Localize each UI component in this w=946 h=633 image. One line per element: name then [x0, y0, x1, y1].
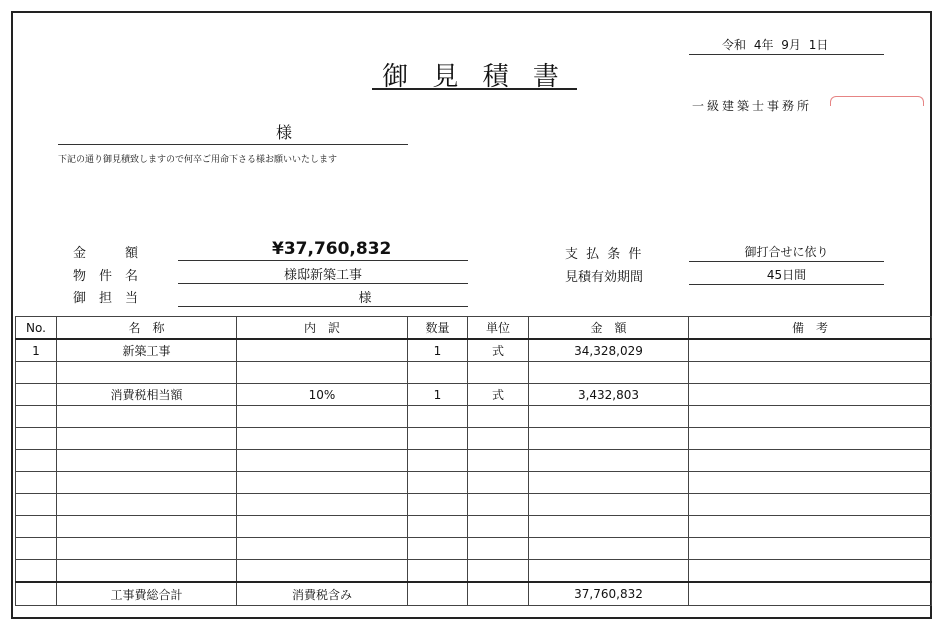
header-remarks: 備 考: [689, 317, 932, 340]
cell-name: [57, 472, 237, 494]
total-cell-remarks: [689, 582, 932, 606]
cell-amount: [529, 560, 689, 583]
cell-quantity: [408, 450, 468, 472]
cell-unit: [468, 538, 529, 560]
cell-no: [16, 384, 57, 406]
cell-amount: [529, 428, 689, 450]
validity-underline: [689, 284, 884, 285]
cell-name: [57, 560, 237, 583]
cell-unit: 式: [468, 384, 529, 406]
cell-name: [57, 516, 237, 538]
table-row: [16, 538, 932, 560]
table-row: [16, 428, 932, 450]
cell-remarks: [689, 406, 932, 428]
cell-unit: [468, 472, 529, 494]
amount-value: ¥37,760,832: [272, 239, 392, 259]
person-label: 御 担 当: [73, 291, 139, 306]
cell-breakdown: [237, 362, 408, 384]
cell-no: [16, 362, 57, 384]
cell-name: [57, 494, 237, 516]
table-row: [16, 450, 932, 472]
cell-quantity: [408, 362, 468, 384]
amount-label: 金 額: [73, 246, 139, 261]
person-value: 様: [358, 291, 372, 306]
cell-breakdown: [237, 472, 408, 494]
cell-name: 消費税相当額: [57, 384, 237, 406]
payment-label: 支 払 条 件: [565, 247, 644, 262]
cell-breakdown: [237, 560, 408, 583]
cell-breakdown: [237, 450, 408, 472]
total-cell-name: 工事費総合計: [57, 582, 237, 606]
cell-quantity: [408, 560, 468, 583]
table-row: [16, 494, 932, 516]
cell-name: [57, 428, 237, 450]
cell-remarks: [689, 428, 932, 450]
header-no: No.: [16, 317, 57, 340]
cell-name: [57, 406, 237, 428]
cell-unit: [468, 560, 529, 583]
cell-no: [16, 516, 57, 538]
cell-remarks: [689, 362, 932, 384]
table-row: [16, 362, 932, 384]
cell-quantity: [408, 406, 468, 428]
cell-breakdown: [237, 339, 408, 362]
cell-unit: [468, 362, 529, 384]
cell-quantity: [408, 472, 468, 494]
client-suffix: 様: [276, 123, 293, 142]
cell-no: [16, 494, 57, 516]
property-label: 物 件 名: [73, 269, 139, 284]
cell-amount: [529, 494, 689, 516]
cell-no: [16, 450, 57, 472]
cell-amount: 3,432,803: [529, 384, 689, 406]
cell-no: [16, 472, 57, 494]
cell-no: [16, 560, 57, 583]
cell-unit: [468, 450, 529, 472]
cell-breakdown: [237, 538, 408, 560]
cell-remarks: [689, 384, 932, 406]
table-row: [16, 384, 932, 406]
cell-remarks: [689, 339, 932, 362]
cell-remarks: [689, 516, 932, 538]
date-underline: [689, 54, 884, 55]
cell-name: [57, 450, 237, 472]
cell-remarks: [689, 450, 932, 472]
cell-amount: [529, 538, 689, 560]
total-cell-unit: [468, 582, 529, 606]
cell-unit: [468, 494, 529, 516]
payment-value: 御打合せに依り: [744, 245, 829, 259]
estimate-table: [15, 316, 932, 606]
cell-breakdown: [237, 406, 408, 428]
cell-name: 新築工事: [57, 339, 237, 362]
cell-breakdown: 10%: [237, 384, 408, 406]
greeting-text: 下記の通り御見積致しますので何卒ご用命下さる様お願いいたします: [58, 155, 338, 165]
document-title: 御 見 積 書: [382, 62, 567, 92]
header-quantity: 数量: [408, 317, 468, 340]
property-value: 様邸新築工事: [283, 268, 362, 283]
cell-quantity: [408, 428, 468, 450]
cell-amount: [529, 472, 689, 494]
cell-no: 1: [16, 339, 57, 362]
cell-quantity: [408, 538, 468, 560]
cell-breakdown: [237, 494, 408, 516]
cell-no: [16, 406, 57, 428]
cell-remarks: [689, 560, 932, 583]
validity-value: 45日間: [766, 268, 807, 282]
table-row: [16, 516, 932, 538]
cell-remarks: [689, 538, 932, 560]
cell-quantity: [408, 516, 468, 538]
total-cell-breakdown: 消費税含み: [237, 582, 408, 606]
table-header-row: [16, 317, 932, 340]
cell-amount: 34,328,029: [529, 339, 689, 362]
cell-remarks: [689, 472, 932, 494]
cell-unit: [468, 428, 529, 450]
header-name: 名 称: [57, 317, 237, 340]
cell-amount: [529, 406, 689, 428]
cell-name: [57, 362, 237, 384]
cell-no: [16, 538, 57, 560]
issue-date: 令和 4年 9月 1日: [722, 38, 829, 52]
header-breakdown: 内 訳: [237, 317, 408, 340]
total-cell-quantity: [408, 582, 468, 606]
header-unit: 単位: [468, 317, 529, 340]
cell-unit: [468, 406, 529, 428]
table-row: [16, 406, 932, 428]
cell-unit: 式: [468, 339, 529, 362]
validity-label: 見積有効期間: [565, 270, 644, 285]
cell-remarks: [689, 494, 932, 516]
cell-breakdown: [237, 516, 408, 538]
cell-name: [57, 538, 237, 560]
cell-amount: [529, 450, 689, 472]
amount-underline: [178, 260, 468, 261]
client-underline: [58, 144, 408, 145]
header-amount: 金 額: [529, 317, 689, 340]
total-cell-amount: 37,760,832: [529, 582, 689, 606]
cell-breakdown: [237, 428, 408, 450]
total-cell-no: [16, 582, 57, 606]
property-underline: [178, 283, 468, 284]
title-underline: [372, 88, 577, 90]
table-row: [16, 339, 932, 362]
payment-underline: [689, 261, 884, 262]
cell-amount: [529, 516, 689, 538]
cell-unit: [468, 516, 529, 538]
seal-stamp: [830, 96, 924, 106]
total-row: [16, 582, 932, 606]
person-underline: [178, 306, 468, 307]
table-row: [16, 472, 932, 494]
cell-quantity: [408, 494, 468, 516]
cell-quantity: 1: [408, 339, 468, 362]
table-row: [16, 560, 932, 583]
cell-amount: [529, 362, 689, 384]
cell-no: [16, 428, 57, 450]
cell-quantity: 1: [408, 384, 468, 406]
office-name: 一級建築士事務所: [692, 99, 813, 113]
